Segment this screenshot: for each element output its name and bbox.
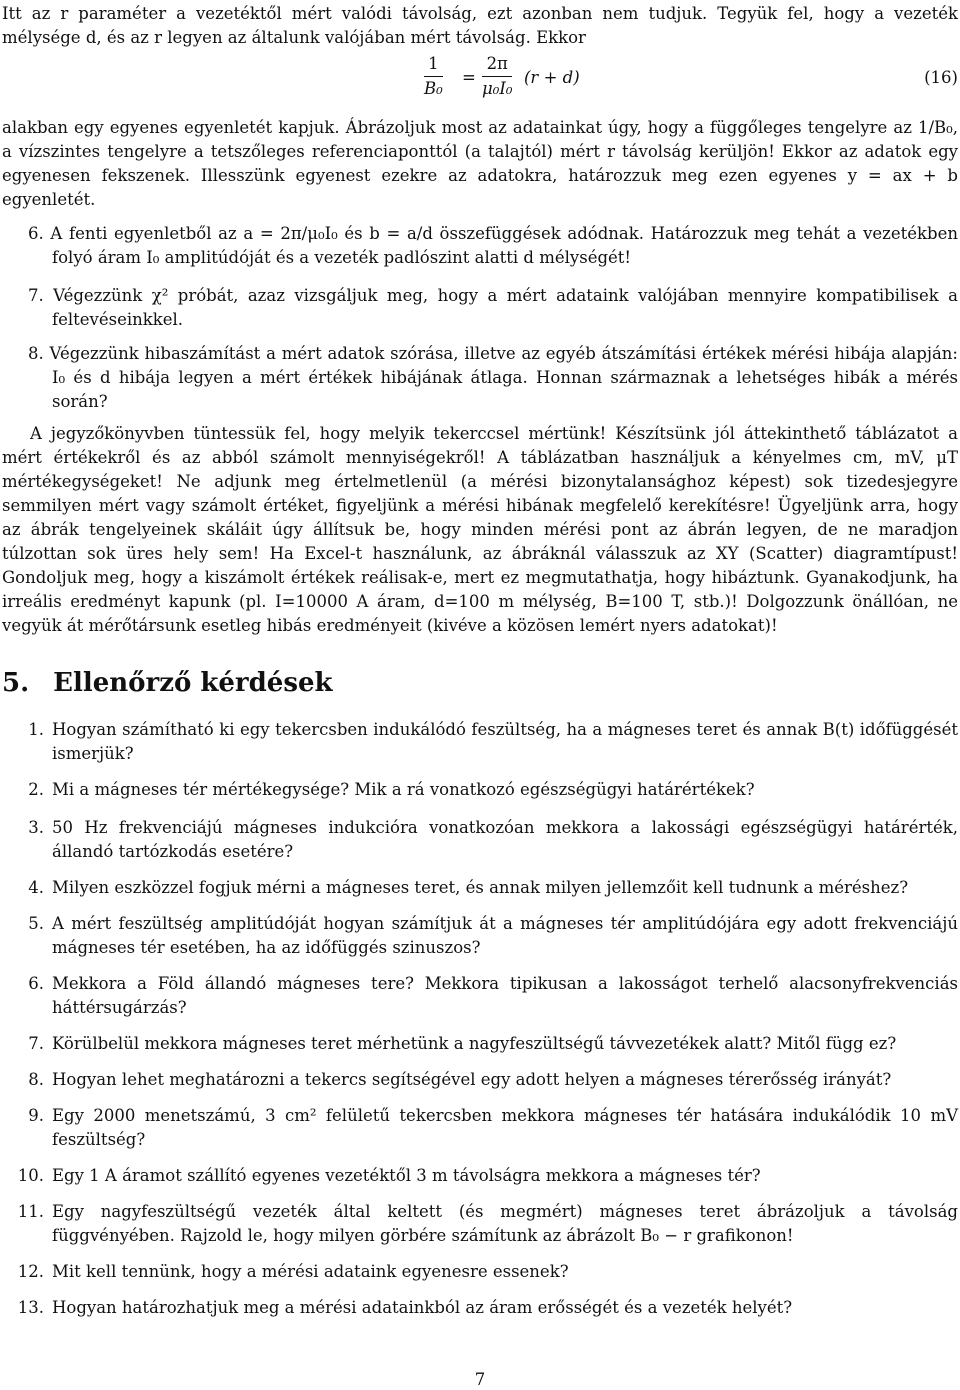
lhs-fraction [424,52,443,101]
question-text: Mekkora a Föld állandó mágneses tere? Mekkora tipikusan a lakosságot terhelő alacsonyfrekvenciás háttérsugárzás? [52,974,958,1017]
question-text: Milyen eszközzel fogjuk mérni a mágneses teret, és annak milyen jellemzőit kell tudnunk a méréshez? [52,878,909,897]
question-number: 9. [28,1106,44,1125]
lhs-numerator: 1 [424,52,443,77]
question-text: 50 Hz frekvenciájú mágneses indukcióra vonatkozóan mekkora a lakossági egészségügyi határérték, állandó tartózkodás esetére? [52,818,958,861]
equals-sign: = [462,68,476,87]
question-number: 4. [28,878,44,897]
lhs-denominator: B₀ [424,79,443,98]
question-number: 5. [28,914,44,933]
rhs-tail: (r + d) [524,68,580,87]
list-item [12,718,958,766]
question-text: Egy nagyfeszültségű vezeték által keltett (és megmért) mágneses teret ábrázoljuk a távolság függvényében. Rajzold le, hogy milyen görbére számítunk az ábrázolt B₀ − r grafikonon! [52,1202,958,1245]
list-item [12,1200,958,1248]
list-item [12,1260,958,1284]
step-8: 8. Végezzünk hibaszámítást a mért adatok szórása, illetve az egyéb átszámítási értékek mérési hibája alapján: I₀ és d hibája legyen a mért értékek hibájának átlaga. Honnan származnak a lehetséges hibák a mérés során? [28,344,958,411]
question-number: 7. [28,1034,44,1053]
question-number: 6. [28,974,44,993]
question-number: 13. [17,1298,44,1317]
section-number: 5. [2,668,30,698]
section-heading [2,668,333,698]
question-number: 8. [28,1070,44,1089]
list-item [12,816,958,864]
rhs-fraction [482,52,512,101]
list-item [12,972,958,1020]
report-paragraph: A jegyzőkönyvben tüntessük fel, hogy melyik tekerccsel mértünk! Készítsünk jól áttekinthető táblázatot a mért értékekről és az abból számolt mennyiségekről! A táblázatban használjuk a kényelmes cm, mV, μT mértékegységeket! Ne adjunk meg értelmetlenül (a mérési bizonytalansághoz képest) sok tizedesjegyre semmilyen mért vagy számolt értéket, figyeljünk a mérési hibának megfelelő kerekítésre! Ügyeljünk arra, hogy az ábrák tengelyeinek skáláit úgy állítsuk be, hogy minden mérési pont az ábrán legyen, de ne maradjon túlzottan sok üres hely sem! Ha Excel-t használunk, az ábráknál válasszuk az XY (Scatter) diagramtípust! Gondoljuk meg, hogy a kiszámolt értékek reálisak-e, mert ez megmutathatja, hogy hibáztunk. Gyanakodjunk, ha irreális eredményt kapunk (pl. I=10000 A áram, d=100 m mélység, B=100 T, stb.)! Dolgozzunk önállóan, ne vegyük át mérőtársunk esetleg hibás eredményeit (kivéve a közösen lemért nyers adatokat)! [2,424,958,635]
list-item [12,1068,958,1092]
section-title: Ellenőrző kérdések [53,668,333,698]
question-text: Körülbelül mekkora mágneses teret mérhetünk a nagyfeszültségű távvezetékek alatt? Mitől függ ez? [52,1034,897,1053]
rhs-denominator: μ₀I₀ [482,79,513,98]
list-item [12,1032,958,1056]
question-text: Hogyan lehet meghatározni a tekercs segítségével egy adott helyen a mágneses térerősség irányát? [52,1070,892,1089]
question-number: 2. [28,780,44,799]
question-number: 12. [17,1262,44,1281]
question-number: 10. [17,1166,44,1185]
question-text: Egy 1 A áramot szállító egyenes vezetéktől 3 m távolságra mekkora a mágneses tér? [52,1166,761,1185]
page-number: 7 [474,1370,486,1389]
after-equation-paragraph: alakban egy egyenes egyenletét kapjuk. Ábrázoljuk most az adatainkat úgy, hogy a függőleges tengelyre az 1/B₀, a vízszintes tengelyre a tetszőleges referenciaponttól (a talajtól) mért r távolság kerüljön! Ekkor az adatok egy egyenesen fekszenek. Illesszünk egyenest ezekre az adatokra, határozzuk meg ezen egyenes y = ax + b egyenletét. [2,118,958,209]
list-item [12,876,958,900]
step-6: 6. A fenti egyenletből az a = 2π/μ₀I₀ és b = a/d összefüggések adódnak. Határozzuk meg tehát a vezetékben folyó áram I₀ amplitúdóját és a vezeték padlószint alatti d mélységét! [28,224,958,267]
question-number: 1. [28,720,44,739]
rhs-numerator: 2π [482,52,512,77]
question-number: 3. [28,818,44,837]
question-number: 11. [17,1202,44,1221]
list-item [12,1104,958,1152]
equation-number: (16) [924,68,958,87]
step-7: 7. Végezzünk χ² próbát, azaz vizsgáljuk meg, hogy a mért adataink valójában mennyire kompatibilisek a feltevéseinkkel. [28,286,958,329]
list-item [12,1296,958,1320]
question-text: Egy 2000 menetszámú, 3 cm² felületű tekercsben mekkora mágneses tér hatására indukálódik 10 mV feszültség? [52,1106,958,1149]
list-item [12,912,958,960]
list-item [12,778,958,802]
equation-16 [0,52,960,112]
question-text: Mit kell tennünk, hogy a mérési adataink egyenesre essenek? [52,1262,569,1281]
question-text: Hogyan számítható ki egy tekercsben indukálódó feszültség, ha a mágneses teret és annak B(t) időfüggését ismerjük? [52,720,958,763]
list-item [12,1164,958,1188]
question-text: Hogyan határozhatjuk meg a mérési adatainkból az áram erősségét és a vezeték helyét? [52,1298,793,1317]
question-text: Mi a mágneses tér mértékegysége? Mik a rá vonatkozó egészségügyi határértékek? [52,780,755,799]
question-text: A mért feszültség amplitúdóját hogyan számítjuk át a mágneses tér amplitúdójára egy adott frekvenciájú mágneses tér esetében, ha az időfüggés szinuszos? [52,914,958,957]
intro-paragraph: Itt az r paraméter a vezetéktől mért valódi távolság, ezt azonban nem tudjuk. Tegyük fel, hogy a vezeték mélysége d, és az r legyen az általunk valójában mért távolság. Ekkor [2,4,958,47]
